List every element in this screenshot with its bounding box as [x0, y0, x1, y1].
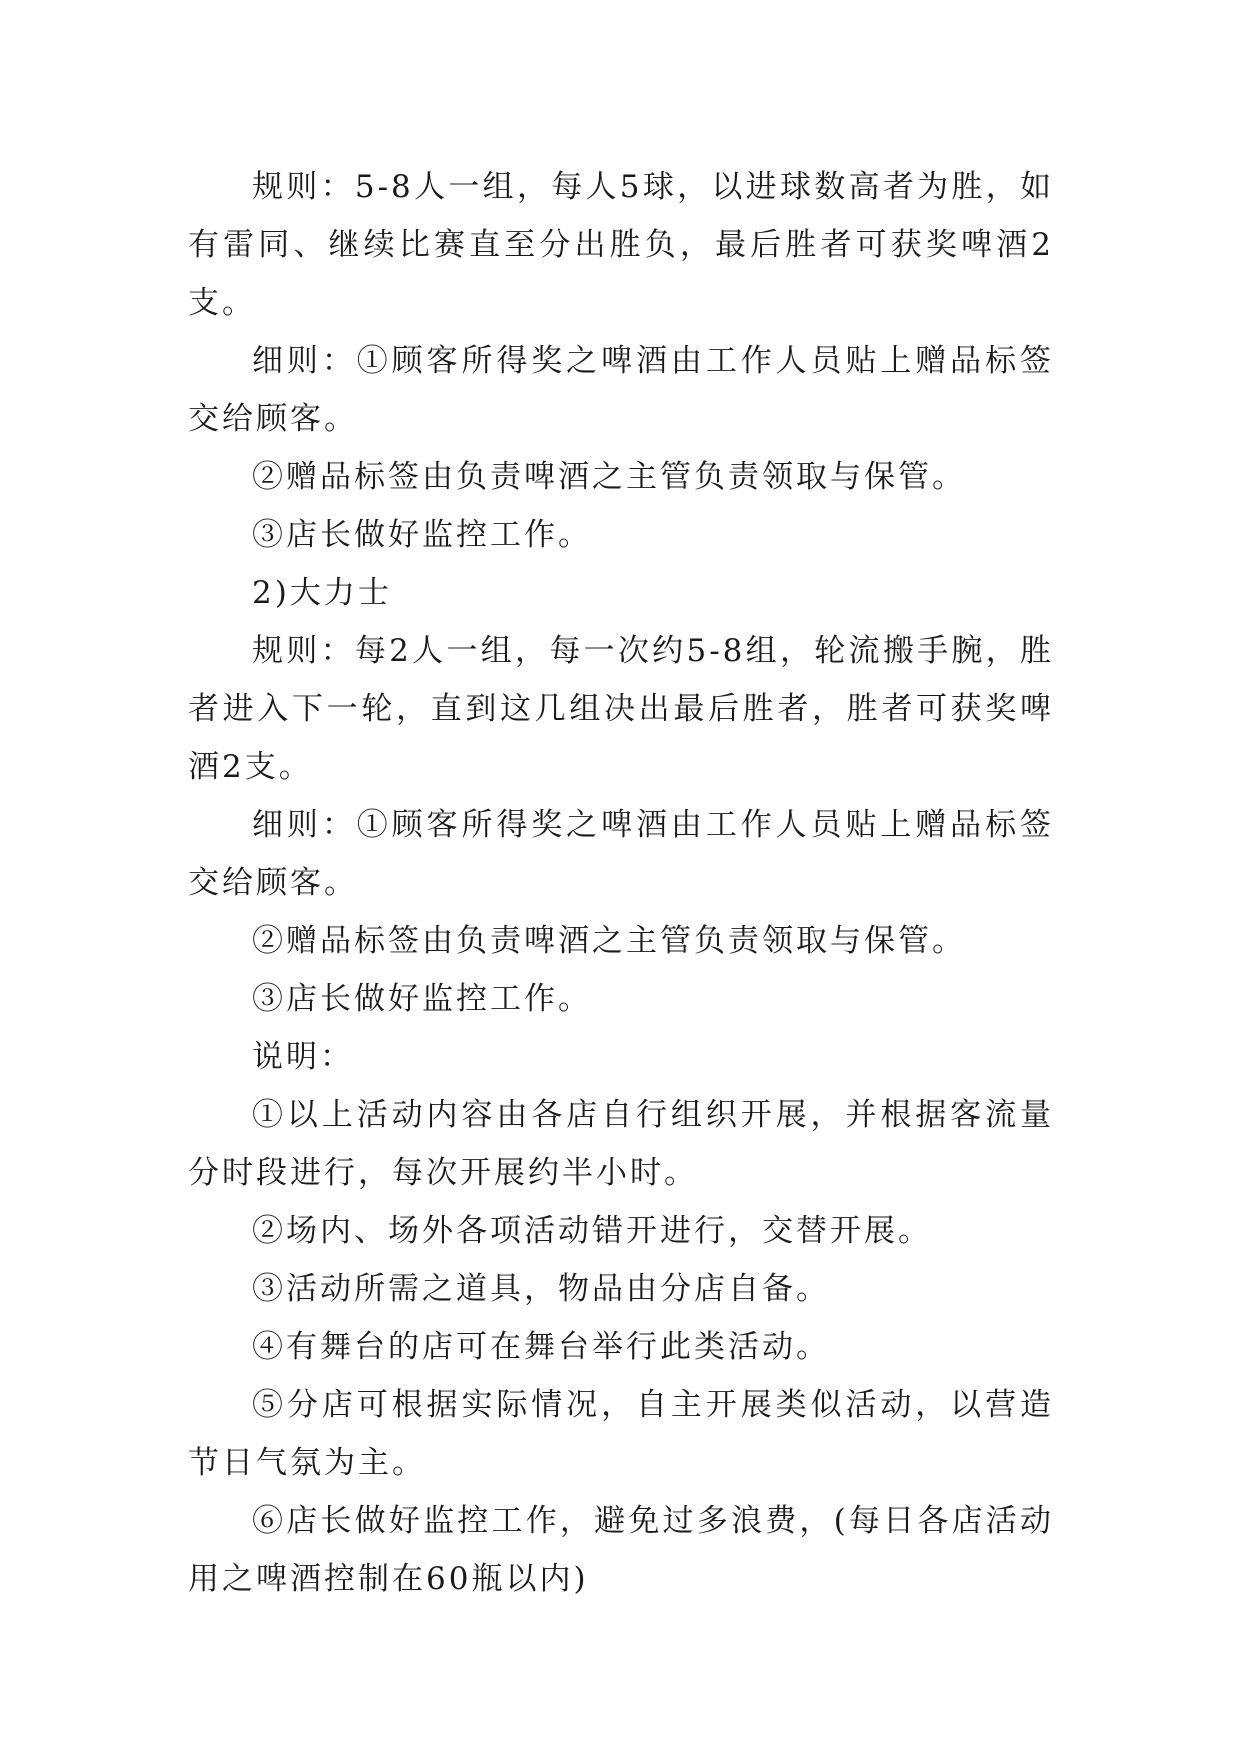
- note-item-6: ⑥店长做好监控工作，避免过多浪费，(每日各店活动用之啤酒控制在60瓶以内): [188, 1503, 1054, 1597]
- detail-item-3: ③店长做好监控工作。: [252, 517, 592, 553]
- document-page: [188, 158, 1054, 1608]
- detail-item-2b: ②赠品标签由负责啤酒之主管负责领取与保管。: [252, 923, 966, 959]
- section-heading-arm-wrestling: 2)大力士: [252, 575, 392, 611]
- detail-paragraph-1: 细则：①顾客所得奖之啤酒由工作人员贴上赠品标签交给顾客。: [188, 343, 1054, 437]
- note-item-4: ④有舞台的店可在舞台举行此类活动。: [252, 1329, 830, 1365]
- detail-item-3b: ③店长做好监控工作。: [252, 981, 592, 1017]
- note-item-5: ⑤分店可根据实际情况，自主开展类似活动，以营造节日气氛为主。: [188, 1387, 1054, 1481]
- detail-item-2: ②赠品标签由负责啤酒之主管负责领取与保管。: [252, 459, 966, 495]
- detail-paragraph-1b: 细则：①顾客所得奖之啤酒由工作人员贴上赠品标签交给顾客。: [188, 807, 1054, 901]
- rule-paragraph-billiards: 规则：5-8人一组，每人5球，以进球数高者为胜，如有雷同、继续比赛直至分出胜负，最后胜者可获奖啤酒2支。: [188, 169, 1054, 321]
- notes-heading: 说明：: [252, 1039, 354, 1075]
- note-item-1: ①以上活动内容由各店自行组织开展，并根据客流量分时段进行，每次开展约半小时。: [188, 1097, 1054, 1191]
- rule-paragraph-arm-wrestling: 规则：每2人一组，每一次约5-8组，轮流搬手腕，胜者进入下一轮，直到这几组决出最后胜者，胜者可获奖啤酒2支。: [188, 633, 1054, 785]
- note-item-3: ③活动所需之道具，物品由分店自备。: [252, 1271, 830, 1307]
- note-item-2: ②场内、场外各项活动错开进行，交替开展。: [252, 1213, 932, 1249]
